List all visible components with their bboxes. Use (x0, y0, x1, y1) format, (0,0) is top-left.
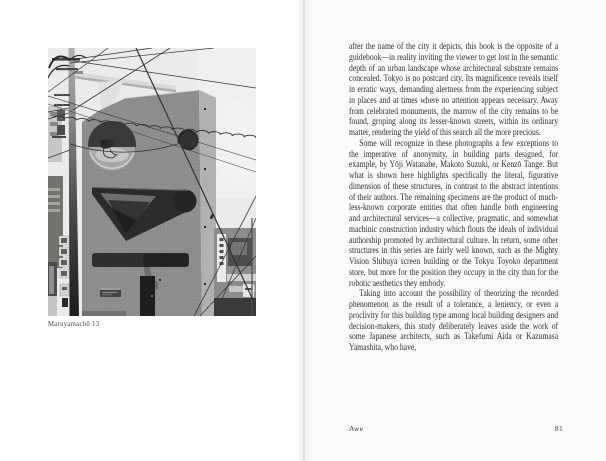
building-photo-image (48, 48, 256, 316)
gutter-shadow-left (296, 0, 303, 461)
body-paragraph-2: Some will recognize in these photographs a few exceptions to the imperative of anonymity, in building parts designed, for example, by Yōji Watanabe, Makoto Suzuki, or Kenzō Tange. But what is shown here highlights specifically the literal, figurative dimension of these structures, in contrast to the abstract intentions of their authors. The remaining specimens are the product of much-less-known corporate entities that often handle both engineering and architectural services—a collective, pragmatic, and somewhat machinic construction industry which flouts the ideals of individual authorship promoted by architectural culture. In return, some other structures in this series are fairly well known, such as the Mighty Vision Shibuya screen building or the Tokyu Toyoko department store, but more for the position they occupy in the city than for the robotic aesthetics they embody. (349, 137, 559, 288)
page-footer (349, 424, 563, 433)
left-page (0, 0, 299, 461)
right-page (305, 0, 606, 461)
body-paragraph-1: after the name of the city it depicts, this book is the opposite of a guidebook—in reality inviting the viewer to get lost in the semantic depth of an urban landscape whose architectural substrate remains concealed. Tokyo is no postcard city. Its magnificence reveals itself in erratic ways, demanding alertness from the experiencing subject in places and at times where no attention appears necessary. Away from celebrated monuments, the marrow of the city remains to be found, groping along its lesser-known streets, within its ordinary matter, rendering the yield of this search all the more precious. (349, 41, 559, 137)
running-footer-title: Awe (349, 424, 364, 433)
body-paragraph-3: Taking into account the possibility of theorizing the recorded phenomenon as the result of a tolerance, a leniency, or even a proclivity for this building type among local building designers and decision-makers, this study deliberately leaves aside the work of some Japanese architects, such as Takefumi Aida or Kazumasa Yamashita, who have, (349, 288, 559, 352)
gutter-shadow-right (305, 0, 314, 461)
photo-figure (48, 48, 256, 329)
text-column (349, 41, 558, 353)
page-number: 81 (554, 424, 563, 433)
photo-caption: Maruyamachō 13 (48, 321, 100, 328)
